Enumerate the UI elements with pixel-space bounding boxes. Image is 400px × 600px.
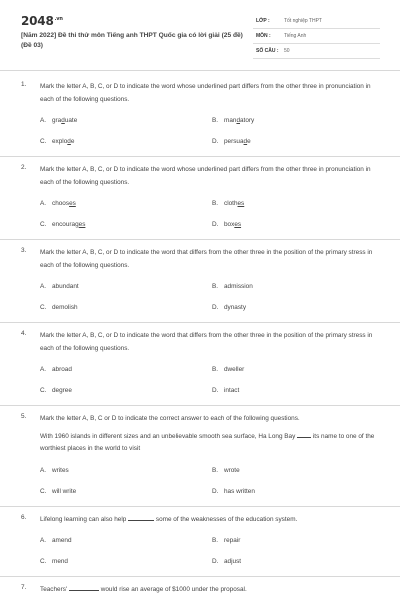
option-grid xyxy=(40,465,380,498)
meta-class-value: Tốt nghiệp THPT xyxy=(284,18,322,24)
question-number: 7. xyxy=(21,584,27,591)
page-header xyxy=(0,0,400,64)
option-c[interactable]: C. explode xyxy=(40,138,75,145)
logo-text: 2048 xyxy=(21,14,54,28)
option-c[interactable]: C. degree xyxy=(40,387,72,394)
option-b[interactable]: B. dweller xyxy=(212,366,245,373)
question-number: 1. xyxy=(21,81,27,88)
option-grid xyxy=(40,364,380,397)
question-item xyxy=(0,577,400,600)
question-text: Mark the letter A, B, C, or D to indicate the word whose underlined part differs from the other three in pronunciation in each of the following questions. xyxy=(40,166,371,186)
option-grid xyxy=(40,535,380,568)
question-list xyxy=(0,74,400,600)
option-d[interactable]: D. persuade xyxy=(212,138,251,145)
question-number: 3. xyxy=(21,247,27,254)
option-d[interactable]: D. boxes xyxy=(212,221,242,228)
question-text: Mark the letter A, B, C or D to indicate the correct answer to each of the following questions. xyxy=(40,415,300,422)
answer-blank xyxy=(297,431,311,438)
meta-subject-value: Tiếng Anh xyxy=(284,33,307,39)
option-d[interactable]: D. adjust xyxy=(212,558,242,565)
option-c[interactable]: C. will write xyxy=(40,487,77,495)
question-text: Mark the letter A, B, C, or D to indicate the word that differs from the other three in the position of the primary stress in each of the following questions. xyxy=(40,249,373,269)
answer-blank xyxy=(128,514,154,521)
question-number: 4. xyxy=(21,330,27,337)
question-item xyxy=(0,157,400,240)
option-a[interactable]: A. graduate xyxy=(40,117,78,124)
question-item xyxy=(0,74,400,157)
option-d[interactable]: D. has written xyxy=(212,487,255,495)
question-text: Lifelong learning can also help some of the weaknesses of the education system. xyxy=(40,515,298,523)
meta-count-value: 50 xyxy=(284,48,290,54)
option-b[interactable]: B. admission xyxy=(212,283,253,290)
question-item xyxy=(0,240,400,323)
option-a[interactable]: A. abroad xyxy=(40,366,72,373)
question-passage: With 1960 islands in different sizes and an unbelievable smooth sea surface, Ha Long Bay its name to one of the worthiest places in the world to visit xyxy=(40,432,375,452)
option-b[interactable]: B. wrote xyxy=(212,466,240,474)
meta-count-label: SỐ CÂU : xyxy=(256,48,279,54)
meta-subject-label: MÔN : xyxy=(256,33,271,39)
logo-suffix: .vn xyxy=(54,16,63,22)
option-a[interactable]: A. amend xyxy=(40,537,72,544)
question-item xyxy=(0,323,400,406)
option-c[interactable]: C. mend xyxy=(40,558,68,565)
option-b[interactable]: B. clothes xyxy=(212,200,245,207)
question-number: 2. xyxy=(21,164,27,171)
option-d[interactable]: D. dynasty xyxy=(212,304,247,311)
meta-class-label: LỚP : xyxy=(256,18,270,24)
option-a[interactable]: A. abundant xyxy=(40,283,79,290)
option-b[interactable]: B. mandatory xyxy=(212,117,255,124)
question-item xyxy=(0,507,400,578)
site-logo[interactable] xyxy=(21,14,63,28)
option-grid xyxy=(40,198,380,231)
question-item xyxy=(0,406,400,507)
option-c[interactable]: C. demolish xyxy=(40,304,78,311)
meta-row-subject xyxy=(253,29,380,44)
document-title: [Năm 2022] Đề thi thử môn Tiếng anh THPT Quốc gia có lời giải (25 đề) (Đề 03) xyxy=(21,32,243,49)
question-text: Mark the letter A, B, C, or D to indicate the word that differs from the other three in the position of the primary stress in each of the following questions. xyxy=(40,332,373,352)
option-a[interactable]: A. writes xyxy=(40,466,69,474)
question-text: Mark the letter A, B, C, or D to indicate the word whose underlined part differs from the other three in pronunciation in each of the following questions. xyxy=(40,83,371,103)
option-grid xyxy=(40,281,380,314)
question-number: 5. xyxy=(21,413,27,420)
question-text: Teachers' would rise an average of $1000 under the proposal. xyxy=(40,586,247,593)
option-d[interactable]: D. intact xyxy=(212,387,240,394)
option-a[interactable]: A. chooses xyxy=(40,200,76,207)
question-number: 6. xyxy=(21,513,27,521)
answer-blank xyxy=(69,584,99,591)
option-grid xyxy=(40,115,380,148)
meta-table xyxy=(253,14,380,59)
option-c[interactable]: C. encourages xyxy=(40,221,86,228)
meta-row-class xyxy=(253,14,380,29)
meta-row-count xyxy=(253,44,380,59)
option-b[interactable]: B. repair xyxy=(212,537,241,544)
header-divider xyxy=(0,70,400,71)
